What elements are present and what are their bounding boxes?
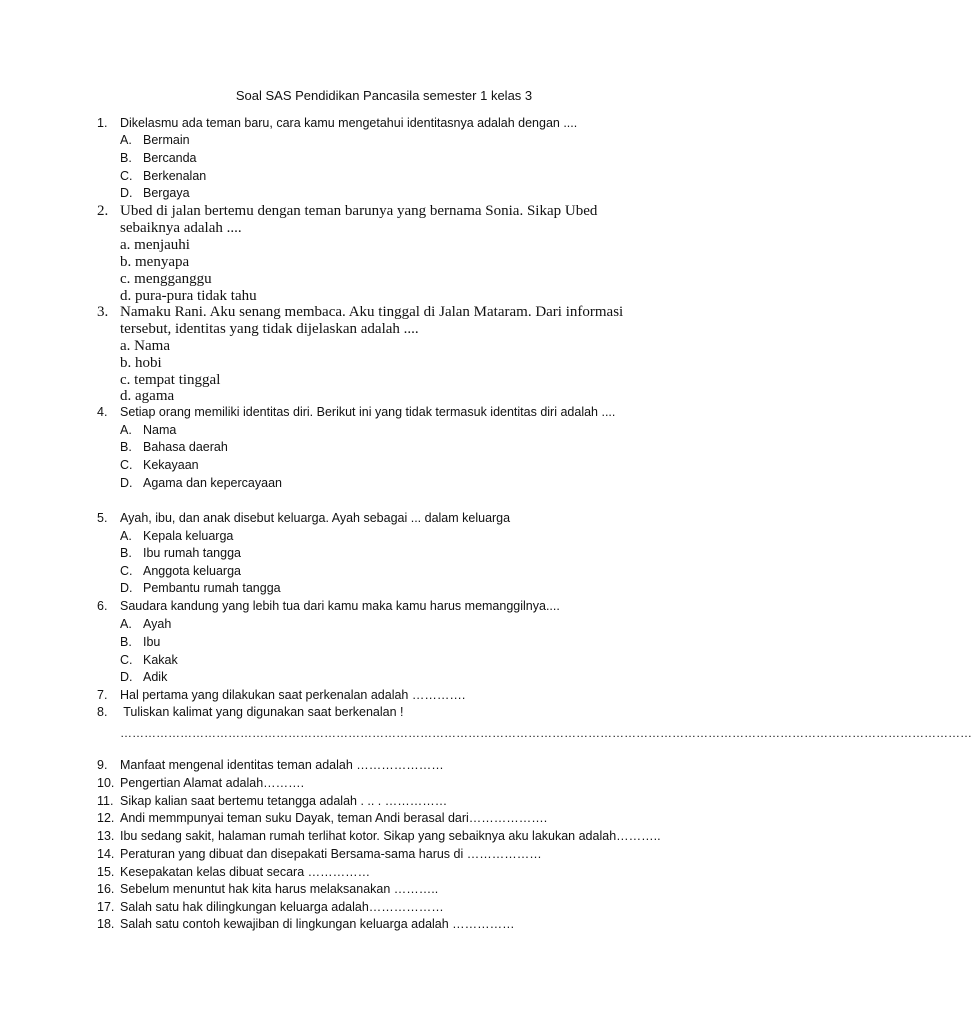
option-text: Ibu — [143, 635, 161, 649]
question-text: Andi memmpunyai teman suku Dayak, teman Andi berasal dari………………. — [120, 811, 548, 825]
question-number: 12. — [97, 811, 115, 825]
page-title: Soal SAS Pendidikan Pancasila semester 1 kelas 3 — [235, 88, 533, 103]
option-text: Pembantu rumah tangga — [143, 581, 281, 595]
question-text: Setiap orang memiliki identitas diri. Berikut ini yang tidak termasuk identitas diri adalah .... — [120, 405, 616, 419]
question-number: 8. — [97, 705, 108, 719]
option-letter: C. — [120, 458, 133, 472]
question-number: 14. — [97, 847, 115, 861]
question-text: Sebelum menuntut hak kita harus melaksanakan ……….. — [120, 882, 439, 896]
question-text: Ayah, ibu, dan anak disebut keluarga. Ayah sebagai ... dalam keluarga — [120, 511, 511, 525]
option-a: a. menjauhi — [120, 237, 190, 253]
question-number: 4. — [97, 405, 108, 419]
question-number: 18. — [97, 917, 115, 931]
question-number: 5. — [97, 511, 108, 525]
option-c: c. tempat tinggal — [120, 372, 221, 388]
question-number: 15. — [97, 865, 115, 879]
question-number: 9. — [97, 758, 108, 772]
question-number: 13. — [97, 829, 115, 843]
question-number: 2. — [97, 203, 109, 219]
question-text: Manfaat mengenal identitas teman adalah ………………… — [120, 758, 444, 772]
option-letter: D. — [120, 670, 133, 684]
option-letter: C. — [120, 169, 133, 183]
option-a: a. Nama — [120, 338, 170, 354]
option-letter: B. — [120, 440, 132, 454]
option-d: d. agama — [120, 388, 175, 404]
option-letter: A. — [120, 617, 132, 631]
question-number: 11. — [97, 794, 114, 808]
option-letter: A. — [120, 529, 132, 543]
option-text: Ibu rumah tangga — [143, 546, 241, 560]
option-letter: D. — [120, 581, 133, 595]
option-letter: B. — [120, 635, 132, 649]
option-letter: D. — [120, 186, 133, 200]
option-text: Anggota keluarga — [143, 564, 241, 578]
option-text: Kakak — [143, 653, 178, 667]
question-text: Hal pertama yang dilakukan saat perkenalan adalah …………. — [120, 688, 466, 702]
question-number: 7. — [97, 688, 108, 702]
question-number: 10. — [97, 776, 115, 790]
question-text: Pengertian Alamat adalah………. — [120, 776, 305, 790]
option-letter: B. — [120, 151, 132, 165]
option-text: Bercanda — [143, 151, 197, 165]
option-b: b. menyapa — [120, 254, 190, 270]
question-text: Dikelasmu ada teman baru, cara kamu mengetahui identitasnya adalah dengan .... — [120, 116, 578, 130]
question-text: Salah satu hak dilingkungan keluarga adalah……………… — [120, 900, 444, 914]
question-text: Ibu sedang sakit, halaman rumah terlihat kotor. Sikap yang sebaiknya aku lakukan adalah……….. — [120, 829, 661, 843]
option-text: Kekayaan — [143, 458, 199, 472]
option-letter: C. — [120, 564, 133, 578]
option-c: c. mengganggu — [120, 271, 212, 287]
question-text: Peraturan yang dibuat dan disepakati Bersama-sama harus di ……………… — [120, 847, 542, 861]
question-text: Namaku Rani. Aku senang membaca. Aku tinggal di Jalan Mataram. Dari informasi tersebut, identitas yang tidak dijelaskan adalah .... — [120, 304, 624, 337]
option-b: b. hobi — [120, 355, 162, 371]
question-text: Kesepakatan kelas dibuat secara …………… — [120, 865, 371, 879]
question-number: 1. — [97, 116, 108, 130]
option-letter: A. — [120, 423, 132, 437]
option-text: Bahasa daerah — [143, 440, 228, 454]
option-text: Nama — [143, 423, 177, 437]
question-text: Tuliskan kalimat yang digunakan saat berkenalan ! — [120, 705, 404, 719]
option-text: Agama dan kepercayaan — [143, 476, 282, 490]
question-number: 3. — [97, 304, 109, 320]
question-number: 17. — [97, 900, 115, 914]
question-number: 16. — [97, 882, 115, 896]
question-text: Saudara kandung yang lebih tua dari kamu maka kamu harus memanggilnya.... — [120, 599, 560, 613]
option-text: Ayah — [143, 617, 172, 631]
option-d: d. pura-pura tidak tahu — [120, 288, 257, 304]
answer-dotted-line: …………………………………………………………………………………………………………………………………………………………………………………………… — [120, 726, 972, 740]
question-text: Ubed di jalan bertemu dengan teman barunya yang bernama Sonia. Sikap Ubed sebaiknya adalah .... — [120, 203, 598, 236]
option-letter: C. — [120, 653, 133, 667]
option-text: Berkenalan — [143, 169, 207, 183]
option-letter: A. — [120, 133, 132, 147]
question-number: 6. — [97, 599, 108, 613]
option-text: Kepala keluarga — [143, 529, 234, 543]
option-text: Adik — [143, 670, 168, 684]
option-letter: D. — [120, 476, 133, 490]
option-letter: B. — [120, 546, 132, 560]
option-text: Bermain — [143, 133, 190, 147]
option-text: Bergaya — [143, 186, 190, 200]
question-text: Sikap kalian saat bertemu tetangga adalah . .. . …………… — [120, 794, 448, 808]
question-text: Salah satu contoh kewajiban di lingkungan keluarga adalah …………… — [120, 917, 515, 931]
